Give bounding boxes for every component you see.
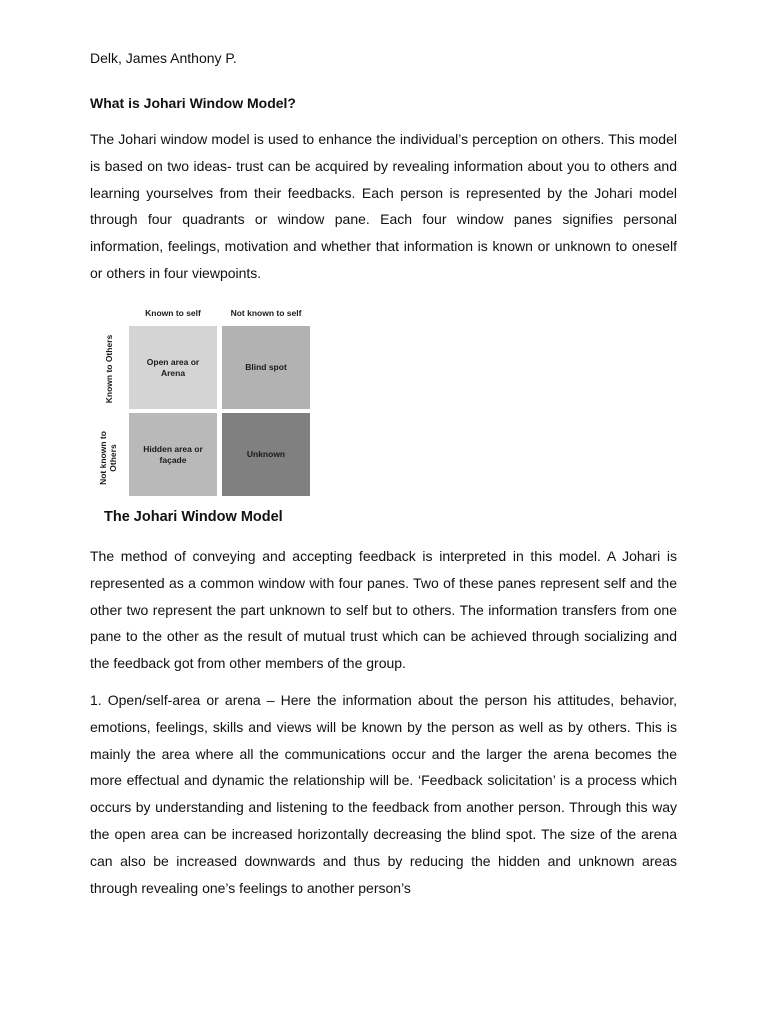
pane-blind-spot — [222, 326, 310, 409]
pane-blind-label: Blind spot — [245, 362, 287, 372]
intro-paragraph: The Johari window model is used to enhance the individual’s perception on others. This model is based on two ideas- trust can be acquired by revealing information about you to others and learning yourselves from their feedbacks. Each person is represented by the Johari model through four quadrants or window pane. Each four window panes signifies personal information, feelings, motivation and whether that information is known or unknown to oneself or others in four viewpoints. — [90, 131, 677, 281]
figure-caption: The Johari Window Model — [104, 509, 283, 525]
column-label-not-known-to-self: Not known to self — [230, 308, 302, 318]
row-label-known-to-others: Known to Others — [104, 334, 114, 404]
open-area-paragraph: 1. Open/self-area or arena – Here the information about the person his attitudes, behavior, emotions, feelings, skills and views will be known by the person as well as by others. This is mainly the area where all the communications occur and the larger the arena becomes the more effectual and dynamic the relationship will be. ‘Feedback solicitation’ is a process which occurs by understanding and listening to the feedback from another person. Through this way the open area can be increased horizontally decreasing the blind spot. The size of the arena can also be increased downwards and thus by reducing the hidden and unknown areas through revealing one’s feelings to another person’s — [90, 692, 677, 896]
method-paragraph: The method of conveying and accepting feedback is interpreted in this model. A Johari is represented as a common window with four panes. Two of these panes represent self and the other two represent the part unknown to self but to others. The information transfers from one pane to the other as the result of mutual trust which can be achieved through socializing and the feedback got from other members of the group. — [90, 548, 677, 672]
pane-unknown-label: Unknown — [246, 449, 286, 459]
pane-open-label: Open area or Arena — [146, 356, 200, 378]
column-label-known-to-self: Known to self — [145, 308, 201, 318]
section-heading: What is Johari Window Model? — [90, 95, 296, 111]
row-label-not-known-to-others: Not known to Others — [98, 431, 118, 485]
pane-open-area — [129, 326, 217, 409]
author-name: Delk, James Anthony P. — [90, 50, 237, 66]
pane-unknown-area — [222, 413, 310, 496]
pane-hidden-area — [129, 413, 217, 496]
johari-window-figure — [91, 302, 324, 528]
pane-hidden-label: Hidden area or façade — [143, 443, 203, 465]
